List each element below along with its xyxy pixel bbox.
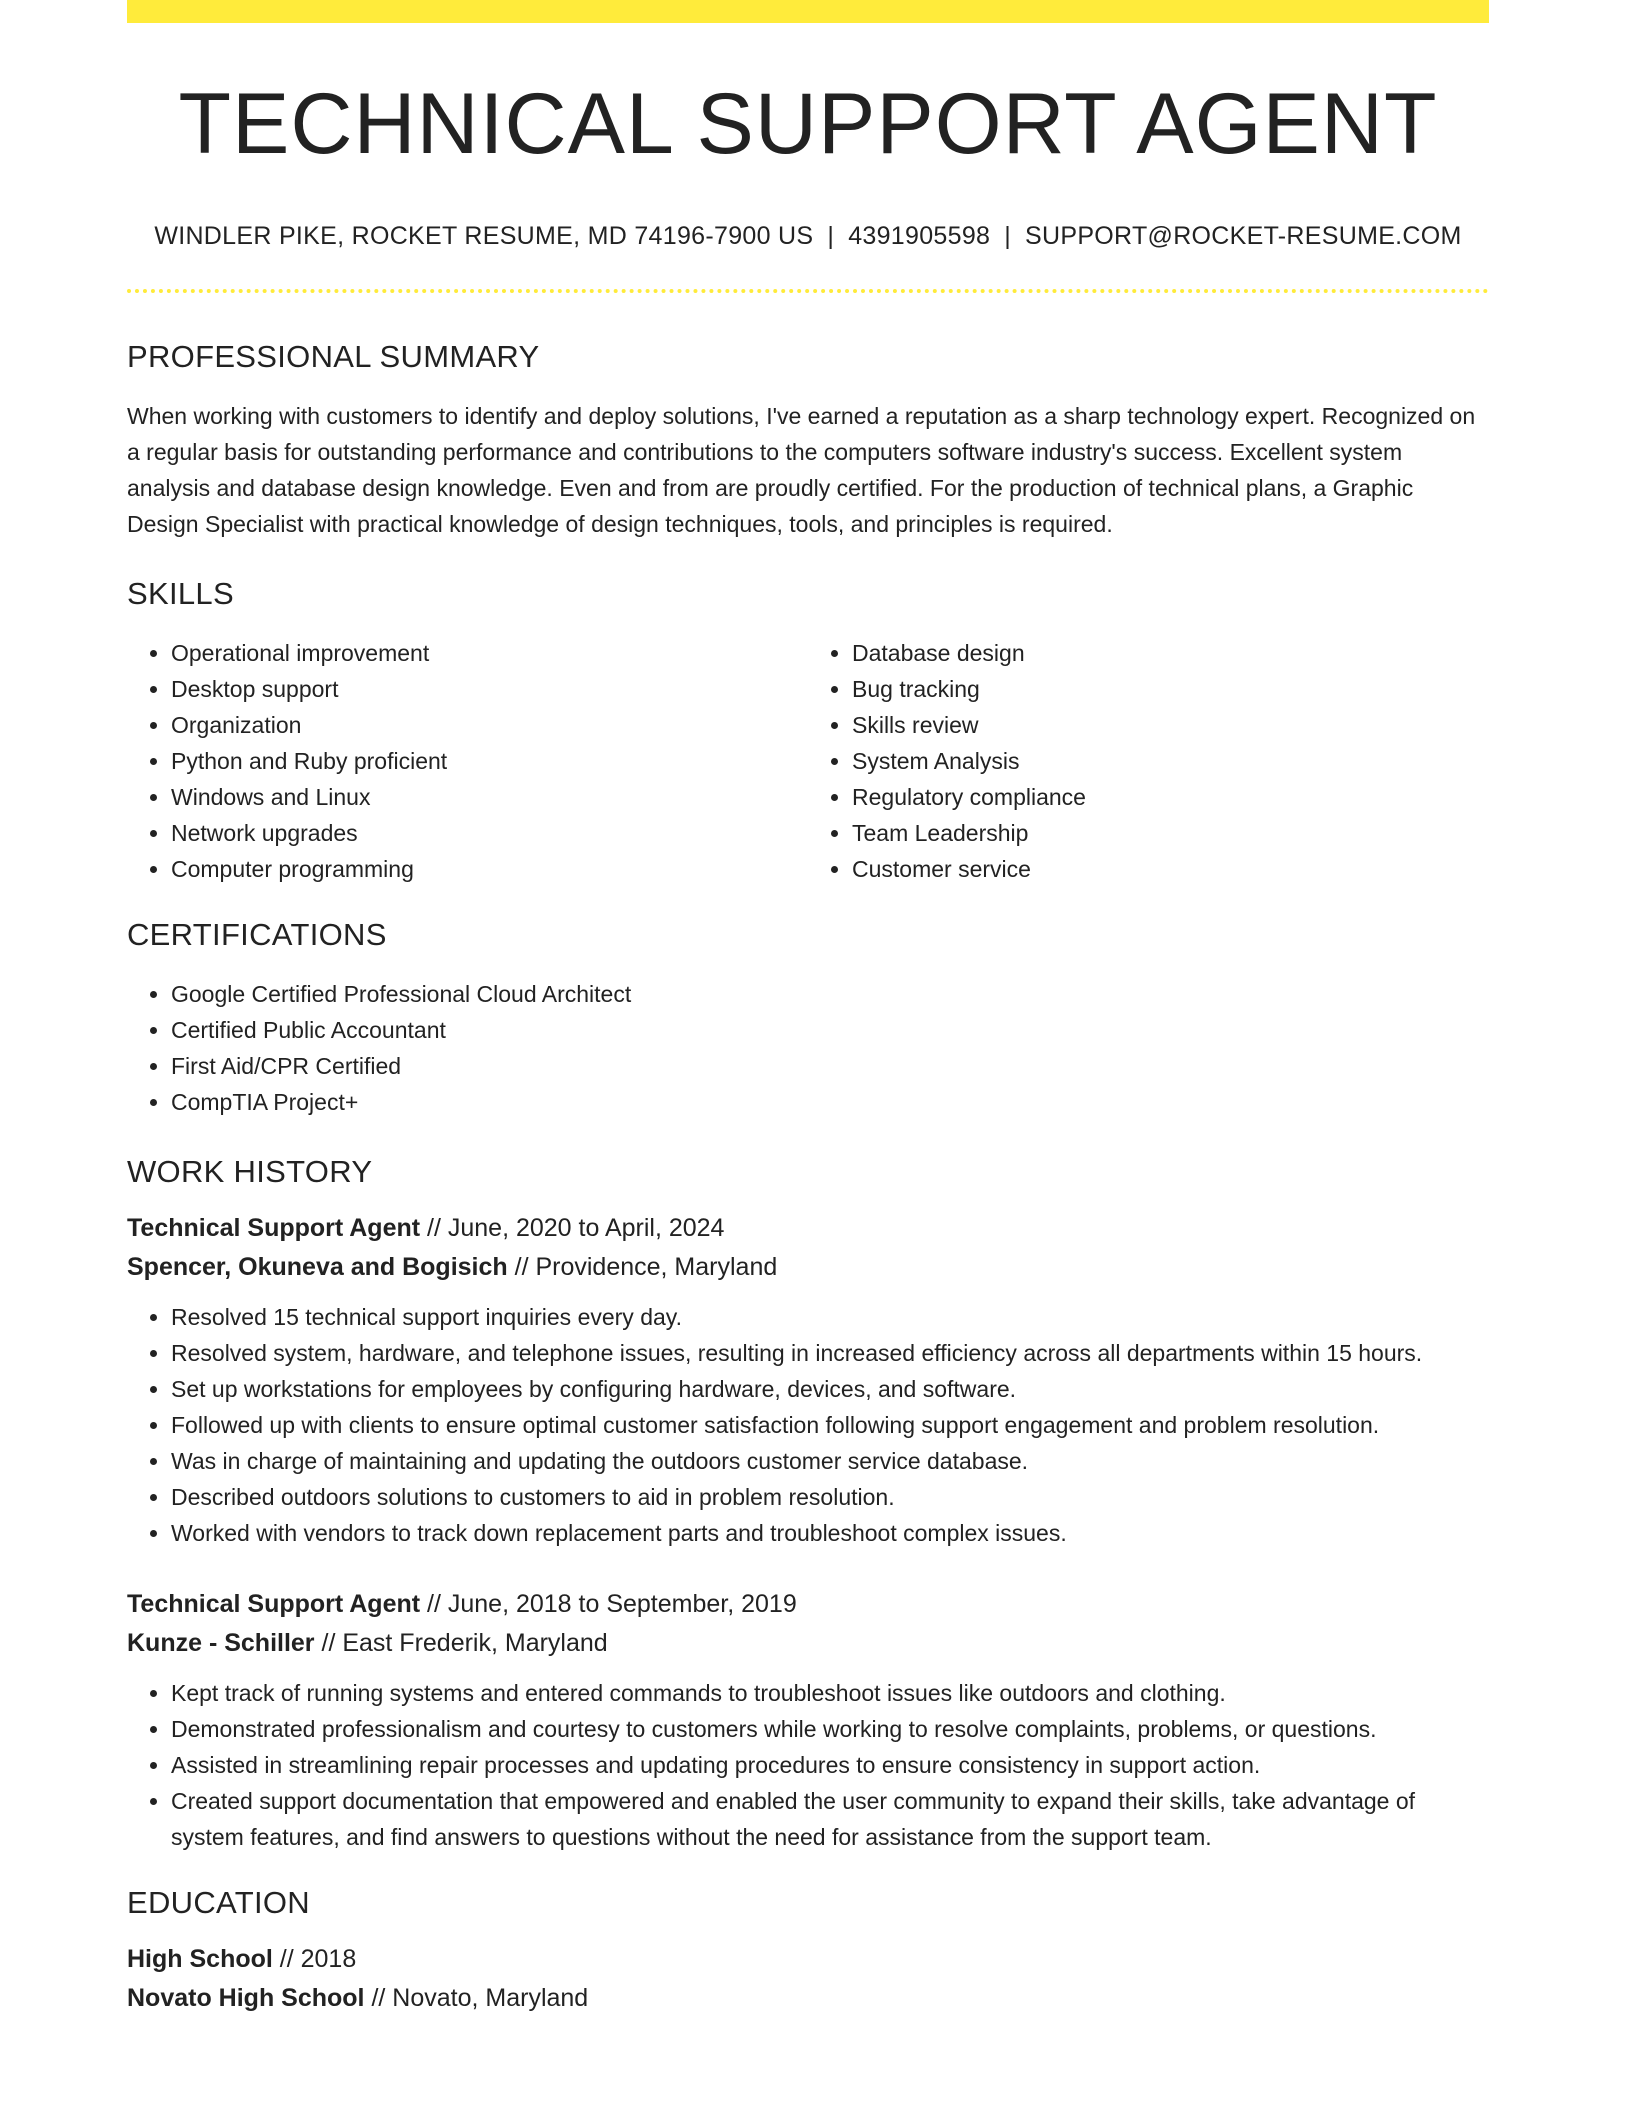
list-item: • Computer programming [171, 851, 808, 887]
education-degree-line [127, 1940, 1489, 1979]
education-year: // 2018 [272, 1945, 357, 1973]
list-item: • First Aid/CPR Certified [171, 1048, 1489, 1084]
job-dates: // June, 2020 to April, 2024 [420, 1214, 725, 1242]
job-company: Spencer, Okuneva and Bogisich [127, 1253, 508, 1281]
header-divider [127, 289, 1489, 293]
list-item: • Team Leadership [852, 815, 1489, 851]
list-item: • Skills review [852, 707, 1489, 743]
list-item: • Bug tracking [852, 671, 1489, 707]
list-item: • Created support documentation that empowered and enabled the user community to expand their skills, take advantage of system features, and find answers to questions without the need for assistance from the support team. [171, 1783, 1489, 1855]
job-title-line [127, 1585, 1489, 1624]
job-company-line [127, 1248, 1489, 1287]
certifications-heading: CERTIFICATIONS [127, 917, 387, 952]
job-bullets-list [127, 1299, 1489, 1551]
skills-columns [127, 635, 1489, 887]
work-history-heading: WORK HISTORY [127, 1154, 373, 1189]
job-role: Technical Support Agent [127, 1214, 421, 1242]
list-item: • Demonstrated professionalism and courtesy to customers while working to resolve complaints, problems, or questions. [171, 1711, 1489, 1747]
job-company-line [127, 1624, 1489, 1663]
list-item: • Google Certified Professional Cloud Architect [171, 976, 1489, 1012]
skills-left-list [127, 635, 808, 887]
list-item: • Desktop support [171, 671, 808, 707]
list-item: • System Analysis [852, 743, 1489, 779]
list-item: • Customer service [852, 851, 1489, 887]
education-location: // Novato, Maryland [364, 1984, 589, 2012]
job-location: // East Frederik, Maryland [314, 1629, 608, 1657]
list-item: • Described outdoors solutions to customers to aid in problem resolution. [171, 1479, 1489, 1515]
contact-separator: | [1004, 222, 1012, 250]
education-school: Novato High School [127, 1984, 365, 2012]
job-location: // Providence, Maryland [507, 1253, 778, 1281]
list-item: • Resolved 15 technical support inquiries every day. [171, 1299, 1489, 1335]
contact-phone: 4391905598 [848, 222, 991, 250]
summary-heading: PROFESSIONAL SUMMARY [127, 339, 540, 374]
list-item: • Operational improvement [171, 635, 808, 671]
resume-page [127, 0, 1489, 2018]
skills-heading: SKILLS [127, 576, 234, 611]
certifications-list [127, 976, 1489, 1120]
top-accent-bar [127, 0, 1489, 23]
list-item: • Assisted in streamlining repair processes and updating procedures to ensure consistency in support action. [171, 1747, 1489, 1783]
list-item: • Worked with vendors to track down replacement parts and troubleshoot complex issues. [171, 1515, 1489, 1551]
job-role: Technical Support Agent [127, 1590, 421, 1618]
contact-email: SUPPORT@ROCKET-RESUME.COM [1025, 222, 1462, 250]
contact-line [127, 224, 1489, 249]
list-item: • Database design [852, 635, 1489, 671]
job-company: Kunze - Schiller [127, 1629, 315, 1657]
list-item: • Was in charge of maintaining and updating the outdoors customer service database. [171, 1443, 1489, 1479]
skills-right-list [808, 635, 1489, 887]
list-item: • Python and Ruby proficient [171, 743, 808, 779]
job-dates: // June, 2018 to September, 2019 [420, 1590, 797, 1618]
list-item: • Followed up with clients to ensure optimal customer satisfaction following support engagement and problem resolution. [171, 1407, 1489, 1443]
list-item: • Regulatory compliance [852, 779, 1489, 815]
list-item: • Set up workstations for employees by configuring hardware, devices, and software. [171, 1371, 1489, 1407]
list-item: • Kept track of running systems and entered commands to troubleshoot issues like outdoors and clothing. [171, 1675, 1489, 1711]
job-title-line [127, 1209, 1489, 1248]
list-item: • CompTIA Project+ [171, 1084, 1489, 1120]
list-item: • Network upgrades [171, 815, 808, 851]
list-item: • Resolved system, hardware, and telephone issues, resulting in increased efficiency across all departments within 15 hours. [171, 1335, 1489, 1371]
summary-text: When working with customers to identify and deploy solutions, I've earned a reputation as a sharp technology expert. Recognized on a regular basis for outstanding performance and contributions to the computers software industry's success. Excellent system analysis and database design knowledge. Even and from are proudly certified. For the production of technical plans, a Graphic Design Specialist with practical knowledge of design techniques, tools, and principles is required. [127, 403, 1476, 537]
education-school-line [127, 1979, 1489, 2018]
contact-separator: | [827, 222, 835, 250]
job-bullets-list [127, 1675, 1489, 1855]
list-item: • Organization [171, 707, 808, 743]
education-degree: High School [127, 1945, 273, 1973]
contact-address: WINDLER PIKE, ROCKET RESUME, MD 74196-7900 US [154, 222, 814, 250]
list-item: • Windows and Linux [171, 779, 808, 815]
list-item: • Certified Public Accountant [171, 1012, 1489, 1048]
education-heading: EDUCATION [127, 1885, 310, 1920]
resume-title: TECHNICAL SUPPORT AGENT [178, 76, 1438, 172]
